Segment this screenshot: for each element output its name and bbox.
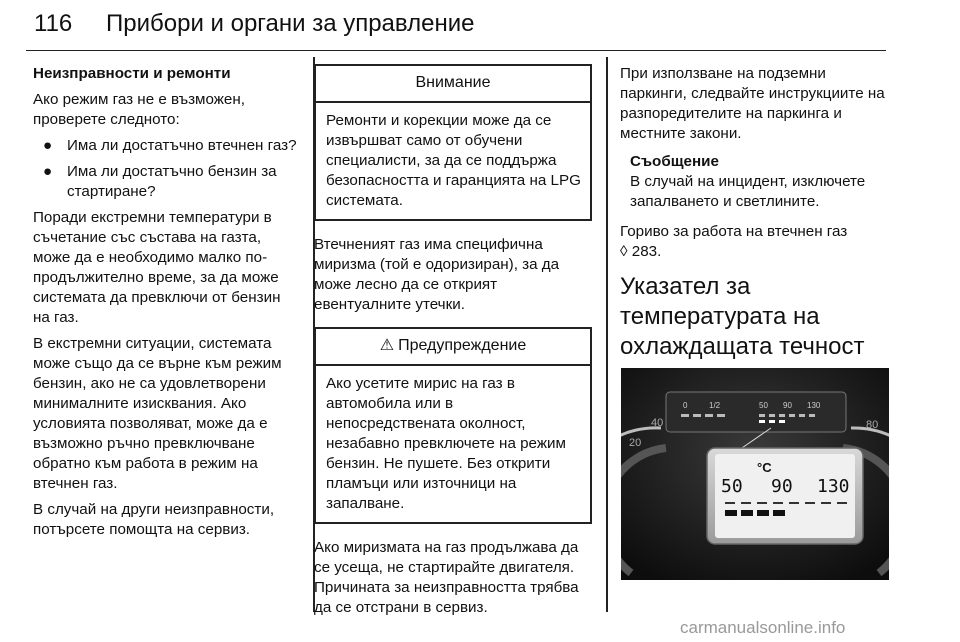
list-item xyxy=(33,162,301,202)
coolant-gauge-figure xyxy=(621,368,889,580)
warning-title: Предупреждение xyxy=(398,337,527,354)
section-heading-malfunctions: Неизправности и ремонти xyxy=(33,65,231,82)
bullet-icon: ● xyxy=(43,163,53,180)
column-middle xyxy=(314,64,592,624)
body-paragraph: В случай на други неизправности, потърсете помощта на сервиз. xyxy=(33,501,275,538)
fuel-reference-text: Гориво за работа на втечнен газ xyxy=(620,223,848,240)
page-reference-link[interactable]: 283. xyxy=(631,243,662,260)
body-paragraph: При използване на подземни паркинги, следвайте инструкциите на разпоредителите на паркинга и местните закони. xyxy=(620,65,885,142)
body-paragraph: Ако миризмата на газ продължава да се усеща, не стартирайте двигателя. Причината за неизправността трябва да се отстрани в сервиз. xyxy=(314,539,579,616)
body-paragraph: В екстремни ситуации, системата може също да се върне към режим бензин, ако не са удовлетворени минималните изисквания. Ако условията позволяват, може да е възможно ръчно превключване обратно към работа в режим на втечнен газ. xyxy=(33,335,282,492)
gauge-label: 50 xyxy=(721,476,743,497)
fuel-scale-label: 0 xyxy=(683,401,688,410)
page-reference-icon: ◊ xyxy=(620,243,628,260)
warning-body: Ако усетите мирис на газ в автомобила или в непосредствената околност, незабавно превключете на режим бензин. Не пушете. Без открити пламъци или източници на запалване. xyxy=(326,375,566,512)
page-number: 116 xyxy=(34,10,73,37)
warning-triangle-icon: ⚠ xyxy=(379,337,395,354)
gauge-label: 90 xyxy=(771,476,793,497)
dial-number: 40 xyxy=(651,417,664,429)
attention-title: Внимание xyxy=(316,66,590,103)
column-divider xyxy=(606,57,608,612)
warning-header xyxy=(316,329,590,366)
temp-scale-label: 90 xyxy=(783,401,792,410)
instrument-cluster-illustration xyxy=(621,368,889,580)
gauge-label: 130 xyxy=(817,476,850,497)
column-right xyxy=(620,64,888,392)
fuel-scale-label: 1/2 xyxy=(709,401,721,410)
body-paragraph: Поради екстремни температури в съчетание със състава на газта, може да е необходимо малко по-продължително време, за да може системата да превключи от бензин на газ. xyxy=(33,209,281,326)
list-item-text: Има ли достатъчно бензин за стартиране? xyxy=(67,163,277,200)
attention-body: Ремонти и корекции може да се извършват само от обучени специалисти, за да се поддържа безопасността и гаранцията на LPG системата. xyxy=(326,112,581,209)
page-title: Прибори и органи за управление xyxy=(106,10,475,37)
coolant-temp-icon: °C xyxy=(757,460,772,475)
dial-number: 80 xyxy=(866,419,879,431)
check-list xyxy=(33,136,301,202)
temp-scale-label: 50 xyxy=(759,401,768,410)
temp-scale-label: 130 xyxy=(807,401,821,410)
note-block xyxy=(620,152,888,212)
intro-paragraph: Ако режим газ не е възможен, проверете следното: xyxy=(33,91,245,128)
dial-number: 20 xyxy=(629,437,642,449)
note-title: Съобщение xyxy=(630,153,719,170)
section-heading-coolant: Указател за температурата на охлаждащата течност xyxy=(620,273,865,360)
body-paragraph xyxy=(620,222,888,262)
list-item xyxy=(33,136,301,156)
note-body: В случай на инцидент, изключете запалването и светлините. xyxy=(630,173,866,210)
watermark-text: carmanualsonline.info xyxy=(680,618,846,637)
bullet-icon: ● xyxy=(43,137,53,154)
attention-box xyxy=(314,64,592,221)
body-paragraph: Втечненият газ има специфична миризма (той е одоризиран), за да може лесно да се открият евентуалните утечки. xyxy=(314,236,560,313)
column-left xyxy=(33,64,301,546)
list-item-text: Има ли достатъчно втечнен газ? xyxy=(67,137,297,154)
page-header xyxy=(26,0,886,51)
warning-box xyxy=(314,327,592,524)
